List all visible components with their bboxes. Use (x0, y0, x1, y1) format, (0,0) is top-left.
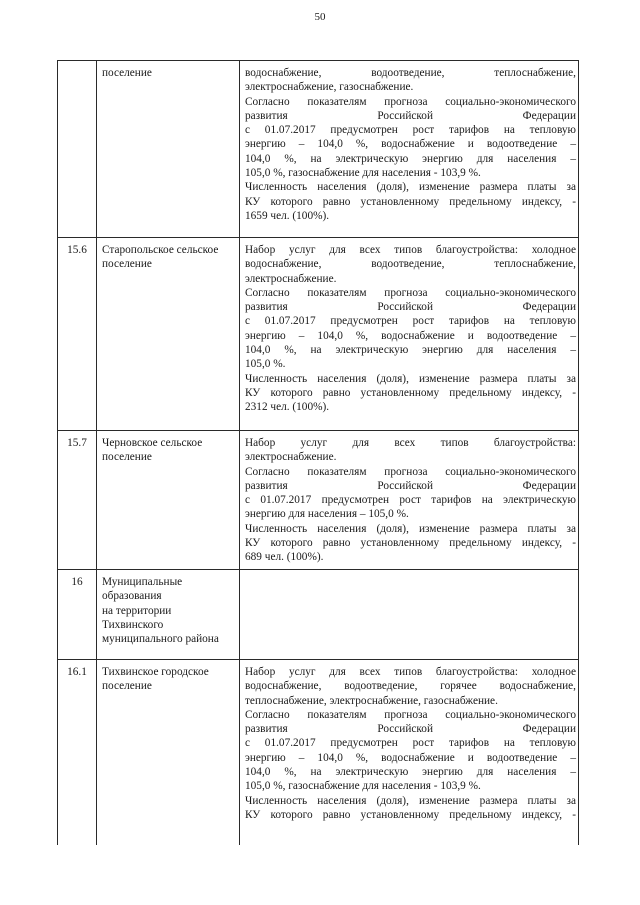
row-number: 15.7 (58, 431, 97, 570)
row-number: 16 (58, 570, 97, 660)
table-row (58, 570, 579, 660)
desc-line: развития Российской Федерации (245, 301, 576, 314)
name-line: поселение (102, 67, 152, 79)
row-number: 16.1 (58, 660, 97, 846)
desc-line: водоснабжение, водоотведение, теплоснабжение, (245, 258, 576, 271)
desc-line: развития Российской Федерации (245, 723, 576, 736)
desc-line: 105,0 %, газоснабжение для населения - 103,9 %. (245, 167, 481, 180)
desc-line: 104,0 %, на электрическую энергию для населения – (245, 152, 576, 165)
desc-line: водоснабжение, водоотведение, горячее водоснабжение, (245, 680, 576, 693)
desc-line: КУ которого равно установленному предельному индексу, - (245, 386, 576, 399)
desc-line: с 01.07.2017 предусмотрен рост тарифов на тепловую (245, 737, 576, 750)
desc-line: 104,0 %, на электрическую энергию для населения – (245, 344, 576, 357)
desc-line: Численность населения (доля), изменение размера платы за (245, 522, 576, 535)
desc-line: развития Российской Федерации (245, 109, 576, 122)
tariff-description (240, 660, 579, 846)
desc-line: Набор услуг для всех типов благоустройства: холодное (245, 244, 576, 256)
name-line: Тихвинского (102, 618, 164, 631)
settlements-table (57, 60, 579, 845)
desc-line: электроснабжение, газоснабжение. (245, 81, 414, 94)
desc-line: водоснабжение, водоотведение, теплоснабжение, (245, 67, 576, 79)
desc-line: 104,0 %, на электрическую энергию для населения – (245, 766, 576, 779)
settlement-name (97, 238, 240, 431)
desc-line: с 01.07.2017 предусмотрен рост тарифов на тепловую (245, 315, 576, 328)
desc-line: КУ которого равно установленному предельному индексу, - (245, 808, 576, 821)
desc-line: 689 чел. (100%). (245, 551, 324, 564)
name-line: поселение (102, 258, 152, 271)
desc-line: энергию – 104,0 %, водоснабжение и водоотведение – (245, 329, 576, 342)
desc-line: с 01.07.2017 предусмотрен рост тарифов на тепловую (245, 124, 576, 137)
desc-line: 2312 чел. (100%). (245, 401, 330, 414)
desc-line: энергию – 104,0 %, водоснабжение и водоотведение – (245, 138, 576, 151)
desc-line: теплоснабжение, электроснабжение, газоснабжение. (245, 694, 498, 707)
row-number (58, 61, 97, 238)
page-number: 50 (314, 11, 326, 23)
tariff-description (240, 570, 579, 660)
desc-line: развития Российской Федерации (245, 479, 576, 492)
desc-line: Численность населения (доля), изменение размера платы за (245, 794, 576, 807)
table-row (58, 238, 579, 431)
desc-line: 105,0 %. (245, 358, 286, 371)
settlement-name (97, 431, 240, 570)
tariff-description (240, 61, 579, 238)
name-line: Черновское сельское (102, 437, 203, 449)
desc-line: электроснабжение. (245, 451, 337, 464)
settlement-name (97, 61, 240, 238)
name-line: образования (102, 590, 162, 603)
desc-line: Согласно показателям прогноза социально-экономического (245, 286, 576, 299)
name-line: на территории (102, 604, 172, 617)
desc-line: Согласно показателям прогноза социально-экономического (245, 95, 576, 108)
desc-line: энергию – 104,0 %, водоснабжение и водоотведение – (245, 751, 576, 764)
name-line: поселение (102, 680, 152, 693)
name-line: Тихвинское городское (102, 666, 209, 678)
desc-line: Численность населения (доля), изменение размера платы за (245, 372, 576, 385)
settlement-name (97, 660, 240, 846)
tariff-description (240, 431, 579, 570)
name-line: Старопольское сельское (102, 244, 219, 256)
desc-line: Согласно показателям прогноза социально-экономического (245, 465, 576, 478)
desc-line: 105,0 %, газоснабжение для населения - 103,9 %. (245, 780, 481, 793)
desc-line: 1659 чел. (100%). (245, 209, 330, 222)
desc-line: КУ которого равно установленному предельному индексу, - (245, 537, 576, 550)
table-row (58, 431, 579, 570)
desc-line: Численность населения (доля), изменение размера платы за (245, 181, 576, 194)
table-row (58, 660, 579, 846)
desc-line: электроснабжение. (245, 272, 337, 285)
desc-line: энергию для населения – 105,0 %. (245, 508, 409, 521)
desc-line: КУ которого равно установленному предельному индексу, - (245, 195, 576, 208)
name-line: муниципального района (102, 633, 219, 646)
row-number: 15.6 (58, 238, 97, 431)
desc-line: Набор услуг для всех типов благоустройства: холодное (245, 666, 576, 678)
name-line: Муниципальные (102, 576, 183, 588)
table-row (58, 61, 579, 238)
settlement-name (97, 570, 240, 660)
name-line: поселение (102, 451, 152, 464)
desc-line: с 01.07.2017 предусмотрен рост тарифов на электрическую (245, 494, 576, 507)
tariff-description (240, 238, 579, 431)
desc-line: Согласно показателям прогноза социально-экономического (245, 708, 576, 721)
desc-line: Набор услуг для всех типов благоустройства: (245, 437, 576, 449)
